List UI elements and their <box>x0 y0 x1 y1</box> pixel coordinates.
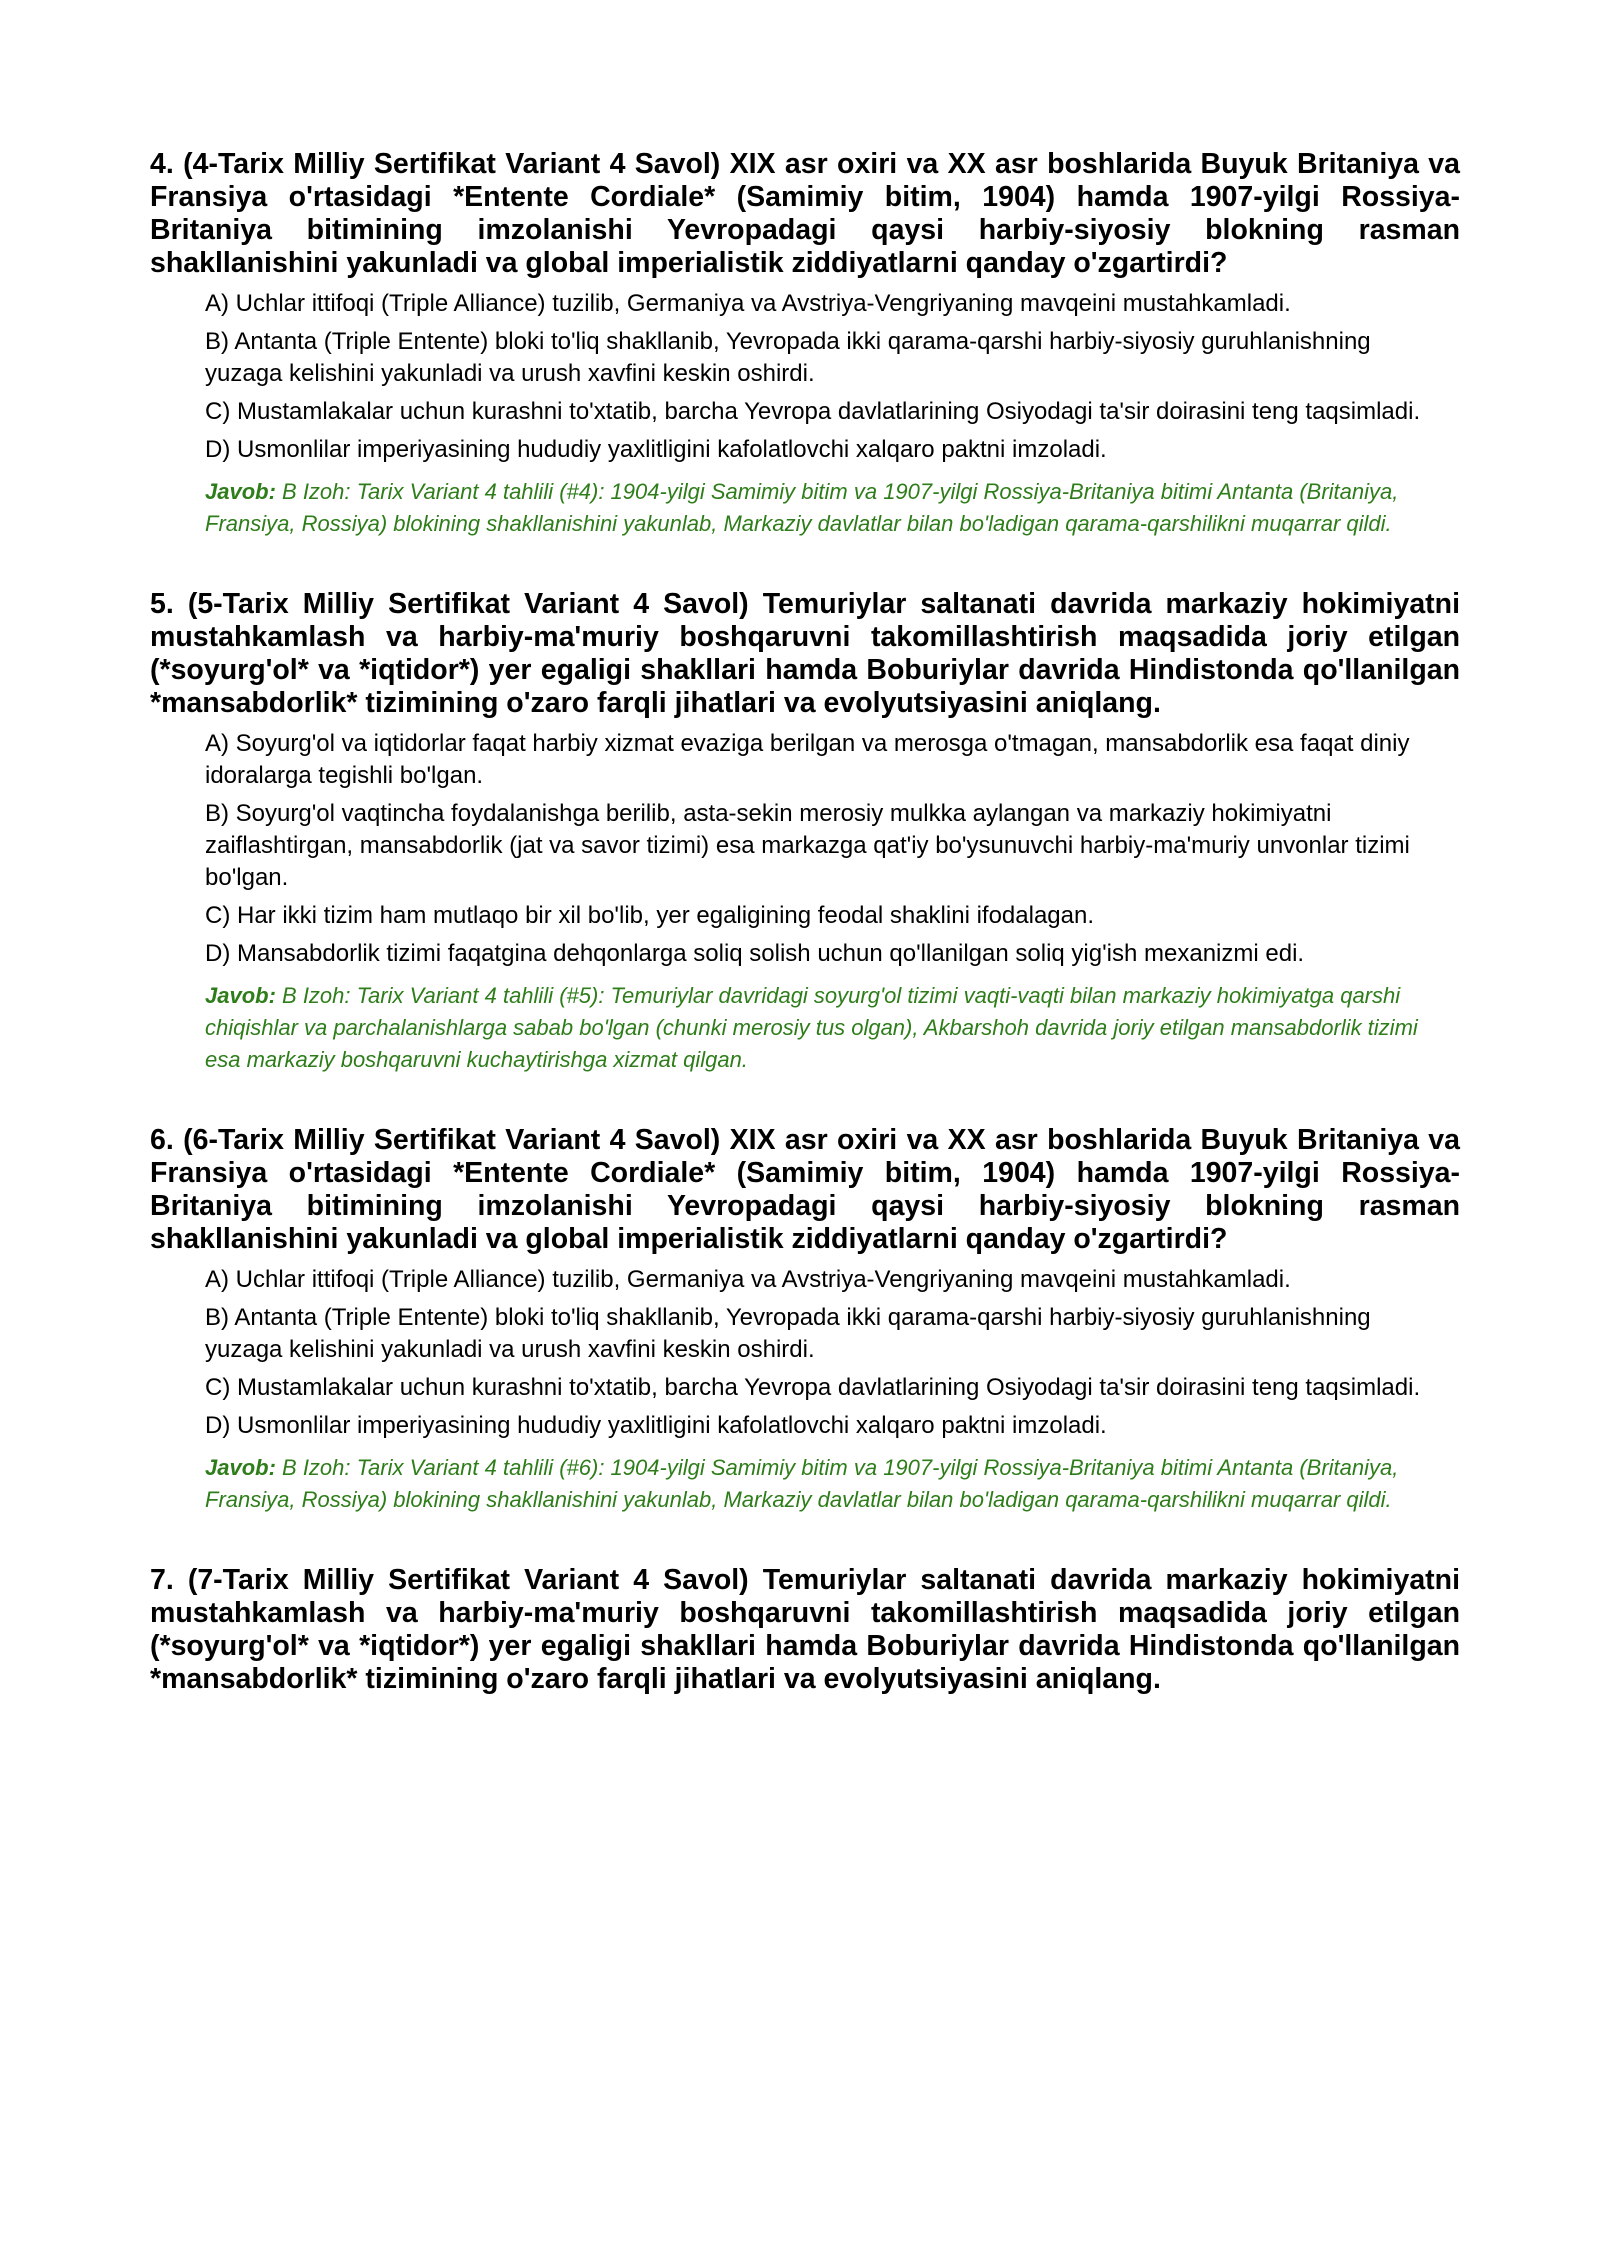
document-page <box>150 148 1460 1744</box>
option-c: C) Mustamlakalar uchun kurashni to'xtatib, barcha Yevropa davlatlarining Osiyodagi ta'sir doirasini teng taqsimladi. <box>205 1374 1421 1401</box>
option-d: D) Usmonlilar imperiyasining hududiy yaxlitligini kafolatlovchi xalqaro paktni imzoladi. <box>205 1412 1107 1439</box>
option-c: C) Mustamlakalar uchun kurashni to'xtatib, barcha Yevropa davlatlarining Osiyodagi ta'sir doirasini teng taqsimladi. <box>205 398 1421 425</box>
option-d: D) Usmonlilar imperiyasining hududiy yaxlitligini kafolatlovchi xalqaro paktni imzoladi. <box>205 436 1107 463</box>
options-list <box>205 288 1442 540</box>
question-4 <box>150 148 1460 540</box>
option-b: B) Soyurg'ol vaqtincha foydalanishga berilib, asta-sekin merosiy mulkka aylangan va markaziy hokimiyatni zaiflashtirgan, mansabdorlik (jat va savor tizimi) esa markazga qat'iy bo'ysunuvchi harbiy-ma'muriy unvonlar tizimi bo'lgan. <box>205 800 1410 891</box>
option-a: A) Soyurg'ol va iqtidorlar faqat harbiy xizmat evaziga berilgan va merosga o'tmagan, mansabdorlik esa faqat diniy idoralarga tegishli bo'lgan. <box>205 730 1410 789</box>
answer-label: Javob: <box>205 983 276 1008</box>
option-a: A) Uchlar ittifoqi (Triple Alliance) tuzilib, Germaniya va Avstriya-Vengriyaning mavqeini mustahkamladi. <box>205 290 1291 317</box>
answer-text: B Izoh: Tarix Variant 4 tahlili (#6): 1904-yilgi Samimiy bitim va 1907-yilgi Rossiya-Britaniya bitimi Antanta (Britaniya, Fransiya, Rossiya) blokining shakllanishini yakunlab, Markaziy davlatlar bilan bo'ladigan qarama-qarshilikni muqarrar qildi. <box>205 1455 1399 1512</box>
answer-label: Javob: <box>205 479 276 504</box>
answer-explanation <box>205 476 1424 540</box>
option-d: D) Mansabdorlik tizimi faqatgina dehqonlarga soliq solish uchun qo'llanilgan soliq yig'ish mexanizmi edi. <box>205 940 1305 967</box>
option-c: C) Har ikki tizim ham mutlaqo bir xil bo'lib, yer egaligining feodal shaklini ifodalagan. <box>205 902 1094 929</box>
question-6 <box>150 1124 1460 1516</box>
options-list <box>205 728 1442 1076</box>
question-7 <box>150 1564 1460 1696</box>
answer-explanation <box>205 1452 1424 1516</box>
option-b: B) Antanta (Triple Entente) bloki to'liq shakllanib, Yevropada ikki qarama-qarshi harbiy-siyosiy guruhlanishning yuzaga kelishini yakunladi va urush xavfini keskin oshirdi. <box>205 328 1371 387</box>
question-title: 6. (6-Tarix Milliy Sertifikat Variant 4 Savol) XIX asr oxiri va XX asr boshlarida Buyuk Britaniya va Fransiya o'rtasidagi *Entente Cordiale* (Samimiy bitim, 1904) hamda 1907-yilgi Rossiya-Britaniya bitimining imzolanishi Yevropadagi qaysi harbiy-siyosiy blokning rasman shakllanishini yakunladi va global imperialistik ziddiyatlarni qanday o'zgartirdi? <box>150 1124 1460 1255</box>
question-title: 4. (4-Tarix Milliy Sertifikat Variant 4 Savol) XIX asr oxiri va XX asr boshlarida Buyuk Britaniya va Fransiya o'rtasidagi *Entente Cordiale* (Samimiy bitim, 1904) hamda 1907-yilgi Rossiya-Britaniya bitimining imzolanishi Yevropadagi qaysi harbiy-siyosiy blokning rasman shakllanishini yakunladi va global imperialistik ziddiyatlarni qanday o'zgartirdi? <box>150 148 1460 279</box>
option-a: A) Uchlar ittifoqi (Triple Alliance) tuzilib, Germaniya va Avstriya-Vengriyaning mavqeini mustahkamladi. <box>205 1266 1291 1293</box>
answer-explanation <box>205 980 1424 1076</box>
question-title: 7. (7-Tarix Milliy Sertifikat Variant 4 Savol) Temuriylar saltanati davrida markaziy hokimiyatni mustahkamlash va harbiy-ma'muriy boshqaruvni takomillashtirish maqsadida joriy etilgan (*soyurg'ol* va *iqtidor*) yer egaligi shakllari hamda Boburiylar davrida Hindistonda qo'llanilgan *mansabdorlik* tizimining o'zaro farqli jihatlari va evolyutsiyasini aniqlang. <box>150 1564 1460 1695</box>
answer-text: B Izoh: Tarix Variant 4 tahlili (#4): 1904-yilgi Samimiy bitim va 1907-yilgi Rossiya-Britaniya bitimi Antanta (Britaniya, Fransiya, Rossiya) blokining shakllanishini yakunlab, Markaziy davlatlar bilan bo'ladigan qarama-qarshilikni muqarrar qildi. <box>205 479 1399 536</box>
option-b: B) Antanta (Triple Entente) bloki to'liq shakllanib, Yevropada ikki qarama-qarshi harbiy-siyosiy guruhlanishning yuzaga kelishini yakunladi va urush xavfini keskin oshirdi. <box>205 1304 1371 1363</box>
answer-label: Javob: <box>205 1455 276 1480</box>
question-title: 5. (5-Tarix Milliy Sertifikat Variant 4 Savol) Temuriylar saltanati davrida markaziy hokimiyatni mustahkamlash va harbiy-ma'muriy boshqaruvni takomillashtirish maqsadida joriy etilgan (*soyurg'ol* va *iqtidor*) yer egaligi shakllari hamda Boburiylar davrida Hindistonda qo'llanilgan *mansabdorlik* tizimining o'zaro farqli jihatlari va evolyutsiyasini aniqlang. <box>150 588 1460 719</box>
options-list <box>205 1264 1442 1516</box>
answer-text: B Izoh: Tarix Variant 4 tahlili (#5): Temuriylar davridagi soyurg'ol tizimi vaqti-vaqti bilan markaziy hokimiyatga qarshi chiqishlar va parchalanishlarga sabab bo'lgan (chunki merosiy tus olgan), Akbarshoh davrida joriy etilgan mansabdorlik tizimi esa markaziy boshqaruvni kuchaytirishga xizmat qilgan. <box>205 983 1418 1072</box>
question-5 <box>150 588 1460 1076</box>
